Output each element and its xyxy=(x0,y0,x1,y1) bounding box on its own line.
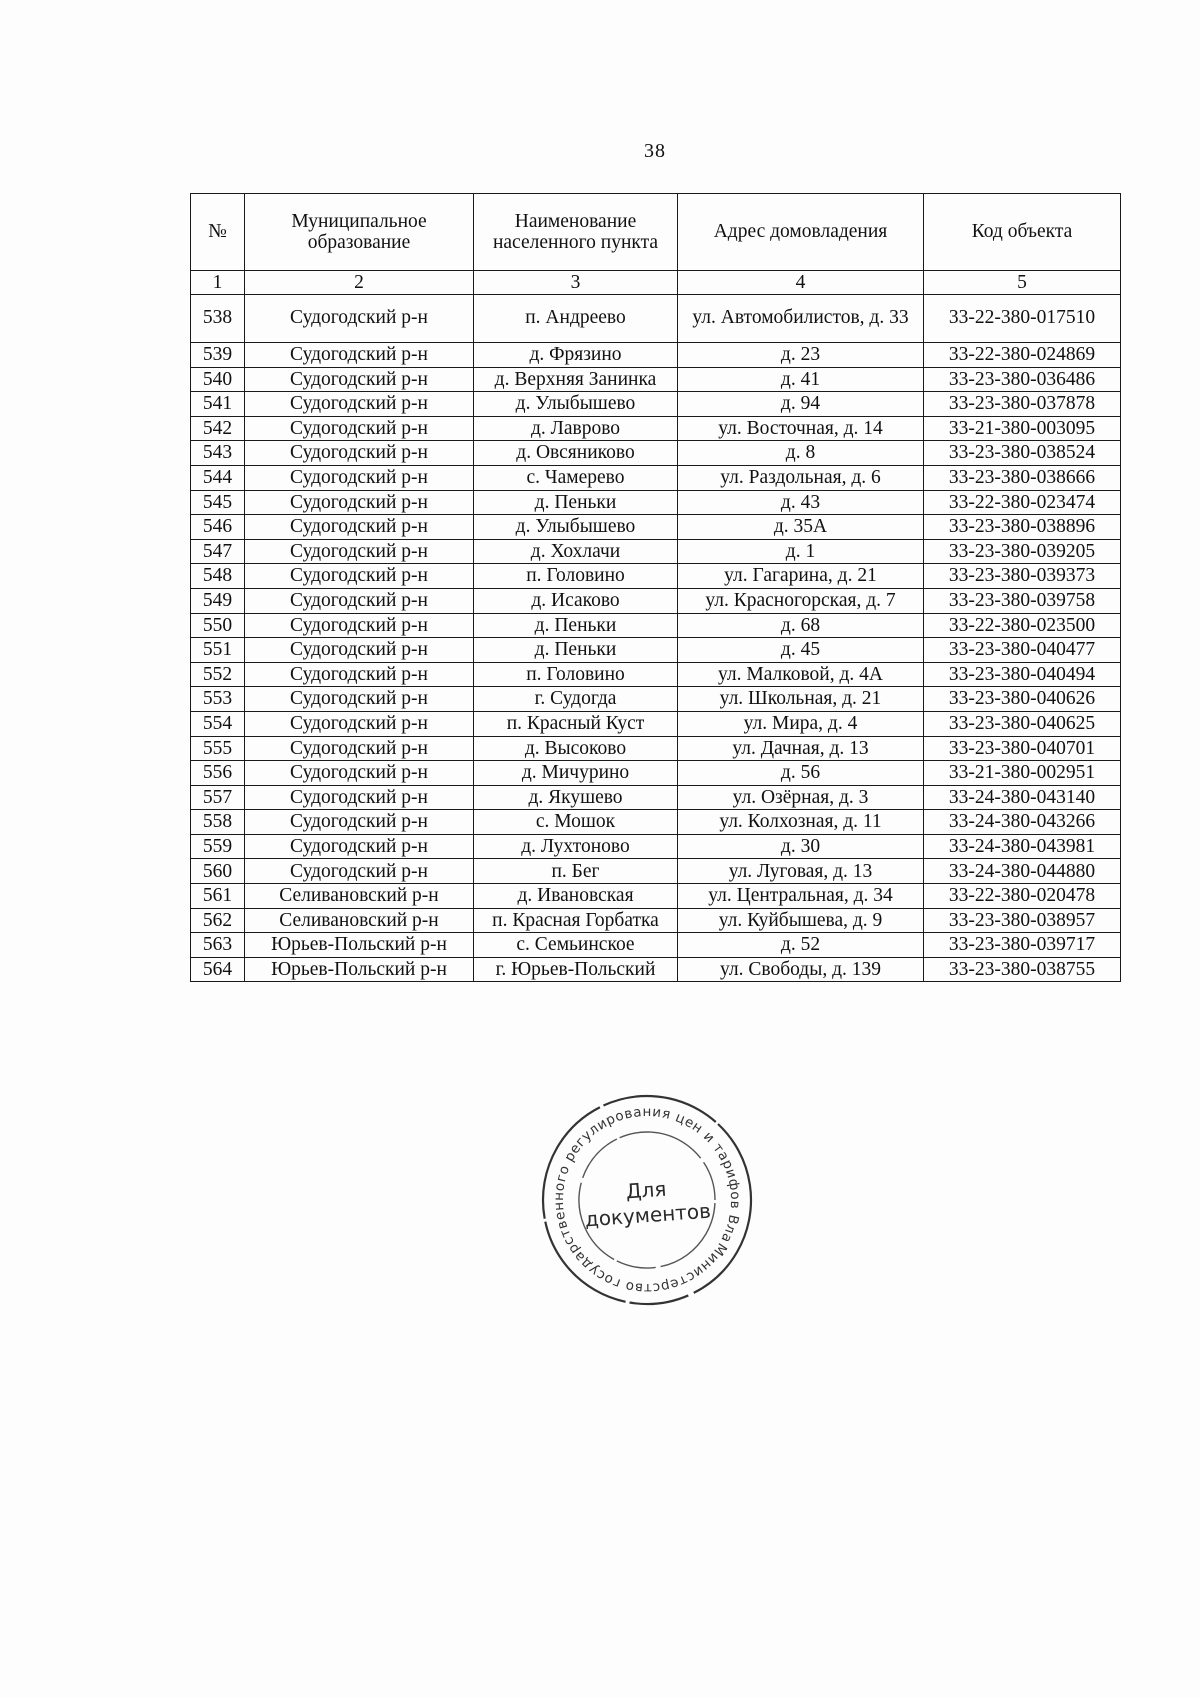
table-row xyxy=(191,736,1121,761)
row-number: 560 xyxy=(191,859,245,884)
settlement-cell: д. Верхняя Занинка xyxy=(474,367,678,392)
row-number: 558 xyxy=(191,810,245,835)
address-cell: ул. Восточная, д. 14 xyxy=(678,416,924,441)
municipality-cell: Судогодский р-н xyxy=(245,367,474,392)
object-code-cell: 33-23-380-039205 xyxy=(924,539,1121,564)
row-number: 547 xyxy=(191,539,245,564)
object-code-cell: 33-23-380-038896 xyxy=(924,515,1121,540)
table-row xyxy=(191,613,1121,638)
settlement-cell: д. Улыбышево xyxy=(474,392,678,417)
object-code-cell: 33-23-380-039758 xyxy=(924,588,1121,613)
municipality-cell: Судогодский р-н xyxy=(245,711,474,736)
row-number: 553 xyxy=(191,687,245,712)
object-code-cell: 33-23-380-038666 xyxy=(924,465,1121,490)
address-cell: д. 56 xyxy=(678,761,924,786)
settlement-cell: д. Улыбышево xyxy=(474,515,678,540)
settlement-cell: п. Красный Куст xyxy=(474,711,678,736)
municipality-cell: Судогодский р-н xyxy=(245,834,474,859)
table-row xyxy=(191,343,1121,368)
table-row xyxy=(191,884,1121,909)
table-row xyxy=(191,367,1121,392)
address-cell: ул. Малковой, д. 4А xyxy=(678,662,924,687)
column-number-row xyxy=(191,271,1121,295)
table-row xyxy=(191,810,1121,835)
table-row xyxy=(191,588,1121,613)
row-number: 551 xyxy=(191,638,245,663)
address-cell: д. 35А xyxy=(678,515,924,540)
municipality-cell: Судогодский р-н xyxy=(245,539,474,564)
settlement-cell: п. Головино xyxy=(474,564,678,589)
row-number: 549 xyxy=(191,588,245,613)
settlement-cell: п. Головино xyxy=(474,662,678,687)
object-code-cell: 33-24-380-043266 xyxy=(924,810,1121,835)
settlement-cell: с. Чамерево xyxy=(474,465,678,490)
table-row xyxy=(191,295,1121,343)
object-code-cell: 33-22-380-023500 xyxy=(924,613,1121,638)
table-row xyxy=(191,465,1121,490)
row-number: 555 xyxy=(191,736,245,761)
address-cell: д. 45 xyxy=(678,638,924,663)
table-row xyxy=(191,687,1121,712)
object-code-cell: 33-22-380-017510 xyxy=(924,295,1121,343)
row-number: 542 xyxy=(191,416,245,441)
object-code-cell: 33-22-380-023474 xyxy=(924,490,1121,515)
table-row xyxy=(191,539,1121,564)
settlement-cell: д. Пеньки xyxy=(474,638,678,663)
stamp-center-line2: документов xyxy=(584,1198,712,1232)
object-code-cell: 33-23-380-040701 xyxy=(924,736,1121,761)
address-cell: ул. Школьная, д. 21 xyxy=(678,687,924,712)
object-code-cell: 33-24-380-044880 xyxy=(924,859,1121,884)
table-row xyxy=(191,515,1121,540)
municipality-cell: Судогодский р-н xyxy=(245,859,474,884)
municipality-cell: Судогодский р-н xyxy=(245,613,474,638)
table-row xyxy=(191,761,1121,786)
row-number: 557 xyxy=(191,785,245,810)
settlement-cell: г. Юрьев-Польский xyxy=(474,957,678,982)
table-row xyxy=(191,416,1121,441)
row-number: 545 xyxy=(191,490,245,515)
object-code-cell: 33-23-380-037878 xyxy=(924,392,1121,417)
object-code-cell: 33-23-380-038957 xyxy=(924,908,1121,933)
address-cell: д. 94 xyxy=(678,392,924,417)
header-settlement: Наименование населенного пункта xyxy=(474,194,678,271)
row-number: 548 xyxy=(191,564,245,589)
municipality-cell: Юрьев-Польский р-н xyxy=(245,933,474,958)
address-cell: д. 52 xyxy=(678,933,924,958)
address-cell: ул. Дачная, д. 13 xyxy=(678,736,924,761)
municipality-cell: Судогодский р-н xyxy=(245,515,474,540)
table-row xyxy=(191,392,1121,417)
column-number: 3 xyxy=(474,271,678,295)
municipality-cell: Судогодский р-н xyxy=(245,785,474,810)
object-code-cell: 33-23-380-040626 xyxy=(924,687,1121,712)
table-body xyxy=(191,295,1121,982)
settlement-cell: д. Фрязино xyxy=(474,343,678,368)
settlement-cell: д. Хохлачи xyxy=(474,539,678,564)
object-code-cell: 33-21-380-002951 xyxy=(924,761,1121,786)
settlement-cell: п. Андреево xyxy=(474,295,678,343)
column-number: 5 xyxy=(924,271,1121,295)
object-code-cell: 33-23-380-038755 xyxy=(924,957,1121,982)
settlement-cell: д. Высоково xyxy=(474,736,678,761)
table-row xyxy=(191,662,1121,687)
municipality-cell: Судогодский р-н xyxy=(245,295,474,343)
settlement-cell: д. Исаково xyxy=(474,588,678,613)
object-code-cell: 33-24-380-043140 xyxy=(924,785,1121,810)
row-number: 561 xyxy=(191,884,245,909)
column-number: 1 xyxy=(191,271,245,295)
object-code-cell: 33-23-380-039373 xyxy=(924,564,1121,589)
table-row xyxy=(191,859,1121,884)
address-cell: ул. Свободы, д. 139 xyxy=(678,957,924,982)
settlement-cell: с. Семьинское xyxy=(474,933,678,958)
address-cell: д. 1 xyxy=(678,539,924,564)
table-row xyxy=(191,711,1121,736)
stamp-ring-text: Министерство государственного регулирования цен и тарифов Владимирской xyxy=(550,1103,744,1297)
settlement-cell: п. Красная Горбатка xyxy=(474,908,678,933)
row-number: 564 xyxy=(191,957,245,982)
table-row xyxy=(191,908,1121,933)
row-number: 552 xyxy=(191,662,245,687)
address-cell: ул. Красногорская, д. 7 xyxy=(678,588,924,613)
page-number: 38 xyxy=(644,140,666,162)
municipality-cell: Судогодский р-н xyxy=(245,465,474,490)
row-number: 540 xyxy=(191,367,245,392)
row-number: 538 xyxy=(191,295,245,343)
row-number: 544 xyxy=(191,465,245,490)
address-cell: д. 41 xyxy=(678,367,924,392)
address-cell: д. 23 xyxy=(678,343,924,368)
row-number: 556 xyxy=(191,761,245,786)
municipality-cell: Судогодский р-н xyxy=(245,687,474,712)
header-municipality: Муниципальное образование xyxy=(245,194,474,271)
object-code-cell: 33-23-380-039717 xyxy=(924,933,1121,958)
address-cell: д. 68 xyxy=(678,613,924,638)
object-code-cell: 33-23-380-040477 xyxy=(924,638,1121,663)
municipality-cell: Судогодский р-н xyxy=(245,564,474,589)
stamp-center-line1: Для xyxy=(625,1176,668,1204)
municipality-cell: Судогодский р-н xyxy=(245,736,474,761)
row-number: 554 xyxy=(191,711,245,736)
object-code-cell: 33-24-380-043981 xyxy=(924,834,1121,859)
settlement-cell: д. Лухтоново xyxy=(474,834,678,859)
municipality-cell: Судогодский р-н xyxy=(245,490,474,515)
object-code-cell: 33-21-380-003095 xyxy=(924,416,1121,441)
table-row xyxy=(191,785,1121,810)
municipality-cell: Судогодский р-н xyxy=(245,638,474,663)
table-header-row xyxy=(191,194,1121,271)
object-code-cell: 33-23-380-038524 xyxy=(924,441,1121,466)
object-code-cell: 33-22-380-020478 xyxy=(924,884,1121,909)
address-cell: д. 30 xyxy=(678,834,924,859)
settlement-cell: д. Пеньки xyxy=(474,490,678,515)
table-row xyxy=(191,957,1121,982)
settlement-cell: д. Овсяниково xyxy=(474,441,678,466)
header-object-code: Код объекта xyxy=(924,194,1121,271)
municipality-cell: Судогодский р-н xyxy=(245,441,474,466)
table-row xyxy=(191,638,1121,663)
municipality-cell: Судогодский р-н xyxy=(245,392,474,417)
settlement-cell: д. Лаврово xyxy=(474,416,678,441)
address-cell: ул. Колхозная, д. 11 xyxy=(678,810,924,835)
registry-table xyxy=(190,193,1121,982)
object-code-cell: 33-23-380-036486 xyxy=(924,367,1121,392)
column-number: 4 xyxy=(678,271,924,295)
table-row xyxy=(191,564,1121,589)
address-cell: д. 8 xyxy=(678,441,924,466)
official-stamp xyxy=(537,1090,757,1310)
table-row xyxy=(191,933,1121,958)
address-cell: ул. Раздольная, д. 6 xyxy=(678,465,924,490)
table-row xyxy=(191,834,1121,859)
header-address: Адрес домовладения xyxy=(678,194,924,271)
municipality-cell: Судогодский р-н xyxy=(245,588,474,613)
settlement-cell: д. Якушево xyxy=(474,785,678,810)
object-code-cell: 33-23-380-040625 xyxy=(924,711,1121,736)
row-number: 546 xyxy=(191,515,245,540)
row-number: 563 xyxy=(191,933,245,958)
address-cell: ул. Центральная, д. 34 xyxy=(678,884,924,909)
municipality-cell: Селивановский р-н xyxy=(245,908,474,933)
address-cell: ул. Автомобилистов, д. 33 xyxy=(678,295,924,343)
municipality-cell: Судогодский р-н xyxy=(245,761,474,786)
municipality-cell: Юрьев-Польский р-н xyxy=(245,957,474,982)
object-code-cell: 33-23-380-040494 xyxy=(924,662,1121,687)
settlement-cell: д. Пеньки xyxy=(474,613,678,638)
row-number: 543 xyxy=(191,441,245,466)
row-number: 562 xyxy=(191,908,245,933)
address-cell: ул. Гагарина, д. 21 xyxy=(678,564,924,589)
address-cell: ул. Луговая, д. 13 xyxy=(678,859,924,884)
address-cell: д. 43 xyxy=(678,490,924,515)
table-row xyxy=(191,441,1121,466)
settlement-cell: п. Бег xyxy=(474,859,678,884)
address-cell: ул. Озёрная, д. 3 xyxy=(678,785,924,810)
header-number: № xyxy=(191,194,245,271)
address-cell: ул. Мира, д. 4 xyxy=(678,711,924,736)
settlement-cell: г. Судогда xyxy=(474,687,678,712)
municipality-cell: Судогодский р-н xyxy=(245,416,474,441)
row-number: 550 xyxy=(191,613,245,638)
object-code-cell: 33-22-380-024869 xyxy=(924,343,1121,368)
row-number: 541 xyxy=(191,392,245,417)
address-cell: ул. Куйбышева, д. 9 xyxy=(678,908,924,933)
municipality-cell: Судогодский р-н xyxy=(245,810,474,835)
settlement-cell: с. Мошок xyxy=(474,810,678,835)
row-number: 539 xyxy=(191,343,245,368)
column-number: 2 xyxy=(245,271,474,295)
municipality-cell: Судогодский р-н xyxy=(245,343,474,368)
settlement-cell: д. Ивановская xyxy=(474,884,678,909)
municipality-cell: Судогодский р-н xyxy=(245,662,474,687)
municipality-cell: Селивановский р-н xyxy=(245,884,474,909)
row-number: 559 xyxy=(191,834,245,859)
settlement-cell: д. Мичурино xyxy=(474,761,678,786)
table-row xyxy=(191,490,1121,515)
